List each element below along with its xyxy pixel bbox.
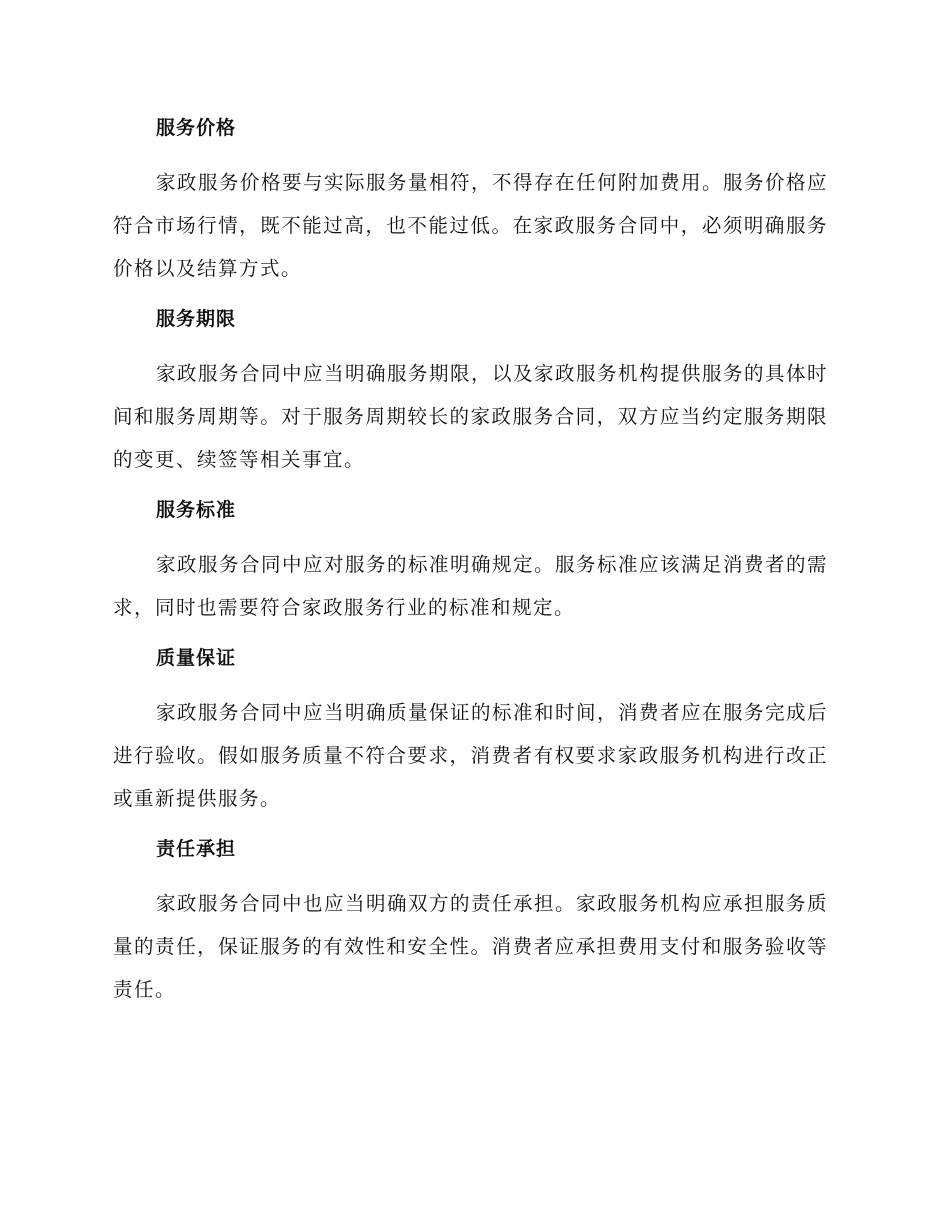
section-paragraph: 家政服务合同中也应当明确双方的责任承担。家政服务机构应承担服务质量的责任，保证服务的有效性和安全性。消费者应承担费用支付和服务验收等责任。: [113, 892, 829, 1001]
section-heading: 服务标准: [156, 499, 237, 521]
section-heading: 质量保证: [156, 647, 237, 669]
section-quality-guarantee: [113, 638, 828, 820]
section-heading: 责任承担: [156, 838, 237, 860]
section-heading: 服务期限: [156, 308, 237, 330]
section-heading: 服务价格: [156, 117, 237, 139]
section-service-price: [113, 108, 828, 290]
section-service-standard: [113, 490, 828, 629]
section-paragraph: 家政服务合同中应对服务的标准明确规定。服务标准应该满足消费者的需求，同时也需要符合家政服务行业的标准和规定。: [113, 553, 829, 619]
section-paragraph: 家政服务价格要与实际服务量相符，不得存在任何附加费用。服务价格应符合市场行情，既不能过高，也不能过低。在家政服务合同中，必须明确服务价格以及结算方式。: [113, 171, 829, 280]
section-paragraph: 家政服务合同中应当明确服务期限，以及家政服务机构提供服务的具体时间和服务周期等。对于服务周期较长的家政服务合同，双方应当约定服务期限的变更、续签等相关事宜。: [113, 362, 829, 471]
section-paragraph: 家政服务合同中应当明确质量保证的标准和时间，消费者应在服务完成后进行验收。假如服务质量不符合要求，消费者有权要求家政服务机构进行改正或重新提供服务。: [113, 701, 829, 810]
section-service-term: [113, 299, 828, 481]
section-liability: [113, 829, 828, 1011]
